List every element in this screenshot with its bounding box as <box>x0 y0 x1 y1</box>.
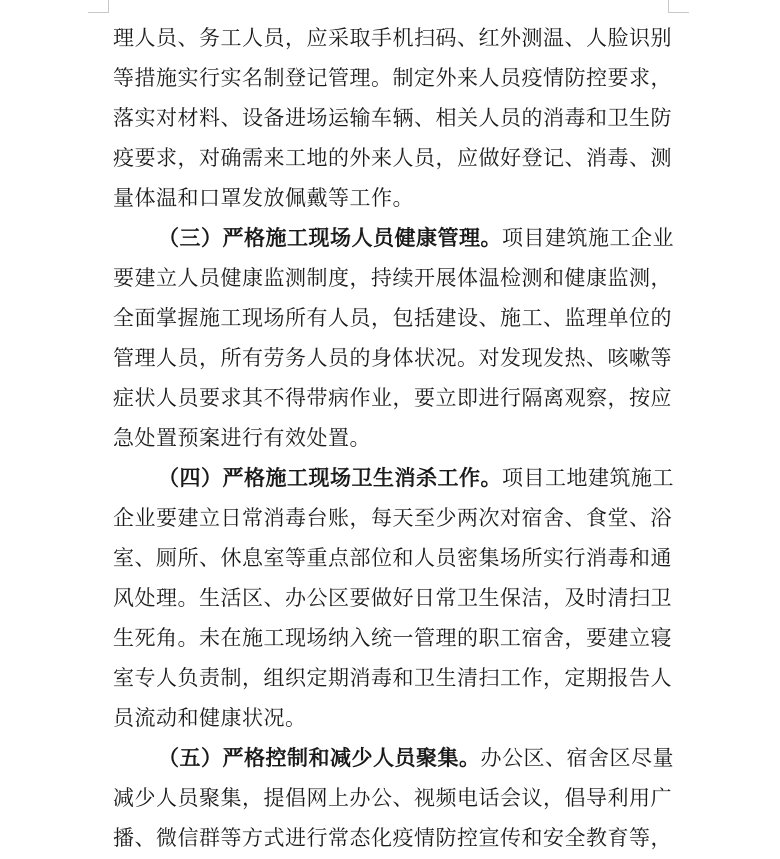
line-text: 室、厕所、休息室等重点部位和人员密集场所实行消毒和通 <box>113 546 672 570</box>
line-text: 室专人负责制，组织定期消毒和卫生清扫工作，定期报告人 <box>113 666 672 690</box>
section-heading: （四）严格施工现场卫生消杀工作。 <box>158 466 502 490</box>
text-line <box>113 298 672 338</box>
text-line <box>113 698 658 738</box>
line-text: 办公区、宿舍区尽量 <box>480 746 674 770</box>
text-line <box>113 538 672 578</box>
line-text: 企业要建立日常消毒台账，每天至少两次对宿舍、食堂、浴 <box>113 506 672 530</box>
line-text: 播、微信群等方式进行常态化疫情防控宣传和安全教育等， <box>113 826 672 850</box>
text-line <box>113 378 672 418</box>
line-text: 员流动和健康状况。 <box>113 706 307 730</box>
text-line <box>113 578 672 618</box>
document-body[interactable] <box>113 18 674 858</box>
text-line <box>113 98 672 138</box>
line-text: 落实对材料、设备进场运输车辆、相关人员的消毒和卫生防 <box>113 106 672 130</box>
line-text: 全面掌握施工现场所有人员，包括建设、施工、监理单位的 <box>113 306 672 330</box>
line-text: 要建立人员健康监测制度，持续开展体温检测和健康监测， <box>113 266 672 290</box>
line-text: 管理人员，所有劳务人员的身体状况。对发现发热、咳嗽等 <box>113 346 672 370</box>
text-line <box>113 618 672 658</box>
text-line <box>113 138 672 178</box>
section-heading-line <box>113 458 674 498</box>
line-text: 理人员、务工人员，应采取手机扫码、红外测温、人脸识别 <box>113 26 672 50</box>
line-text: 项目建筑施工企业 <box>502 226 674 250</box>
line-text: 减少人员聚集，提倡网上办公、视频电话会议，倡导利用广 <box>113 786 672 810</box>
line-text: 项目工地建筑施工 <box>502 466 674 490</box>
section-heading-line <box>113 738 674 778</box>
text-line <box>113 498 672 538</box>
page-corner-mark-left <box>88 0 109 13</box>
text-line <box>113 178 658 218</box>
text-line <box>113 338 672 378</box>
text-line <box>113 18 672 58</box>
line-text: 生死角。未在施工现场纳入统一管理的职工宿舍，要建立寝 <box>113 626 672 650</box>
line-text: 急处置预案进行有效处置。 <box>113 426 371 450</box>
line-text: 疫要求，对确需来工地的外来人员，应做好登记、消毒、测 <box>113 146 672 170</box>
text-line <box>113 658 672 698</box>
text-line <box>113 778 672 818</box>
line-text: 症状人员要求其不得带病作业，要立即进行隔离观察，按应 <box>113 386 672 410</box>
text-line <box>113 58 672 98</box>
line-text: 风处理。生活区、办公区要做好日常卫生保洁，及时清扫卫 <box>113 586 672 610</box>
line-text: 量体温和口罩发放佩戴等工作。 <box>113 186 414 210</box>
text-line <box>113 818 672 858</box>
text-line <box>113 418 658 458</box>
text-line <box>113 258 672 298</box>
section-heading-line <box>113 218 674 258</box>
section-heading: （五）严格控制和减少人员聚集。 <box>158 746 481 770</box>
section-heading: （三）严格施工现场人员健康管理。 <box>158 226 502 250</box>
page-corner-mark-right <box>668 0 689 13</box>
line-text: 等措施实行实名制登记管理。制定外来人员疫情防控要求， <box>113 66 672 90</box>
